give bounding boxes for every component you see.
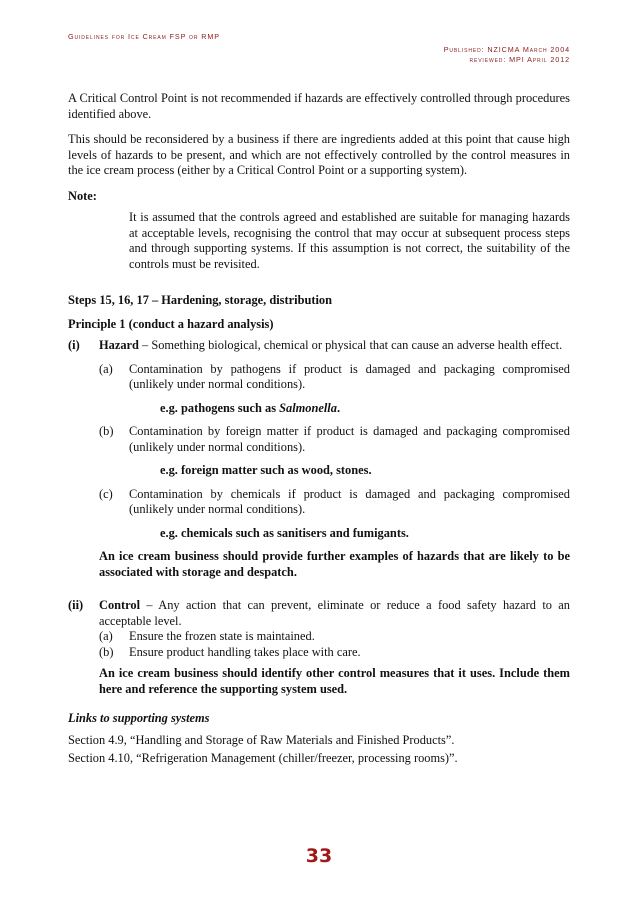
hazard-closing: An ice cream business should provide further examples of hazards that are likely to be associated with storage and despatch. [99,549,570,579]
hazard-item: (c) Contamination by chemicals if product is damaged and packaging compromised (unlikely under normal conditions). [99,486,570,516]
paragraph-reconsider: This should be reconsidered by a business if there are ingredients added at this point that cause high levels of hazards to be present, and which are not effectively controlled by the control measures in the ice cream process (either by a Critical Control Point or a supporting system). [68,132,570,177]
hazard-section [68,338,570,354]
links-heading: Links to supporting systems [68,711,210,725]
steps-heading: Steps 15, 16, 17 – Hardening, storage, distribution [68,293,333,307]
hazard-example: e.g. pathogens such as Salmonella. [160,400,341,415]
note-text: It is assumed that the controls agreed and established are suitable for managing hazards at acceptable levels, recognising the control that may occur at subsequent process steps and through supporting systems. If this assumption is not correct, the suitability of the controls must be revisited. [129,210,570,271]
principle-heading: Principle 1 (conduct a hazard analysis) [68,316,274,331]
control-item: (b) Ensure product handling takes place with care. [99,644,361,659]
hazard-example: e.g. foreign matter such as wood, stones. [160,463,372,477]
link-item: Section 4.9, “Handling and Storage of Raw Materials and Finished Products”. [68,732,455,747]
hazard-definition: Hazard – Something biological, chemical or physical that can cause an adverse health effect. [99,338,563,352]
control-item: (a) Ensure the frozen state is maintained. [99,629,315,643]
page-content [68,91,570,767]
control-definition: Control – Any action that can prevent, eliminate or reduce a food safety hazard to an acceptable level. [99,598,570,628]
hazard-example: e.g. chemicals such as sanitisers and fumigants. [160,525,409,540]
paragraph-ccp-not-recommended: A Critical Control Point is not recommended if hazards are effectively controlled through procedures identified above. [68,91,570,121]
hazard-item-text: Contamination by foreign matter if product is damaged and packaging compromised (unlikely under normal conditions). [129,424,570,454]
hazard-item-text: Contamination by chemicals if product is damaged and packaging compromised (unlikely under normal conditions). [129,486,570,516]
control-closing: An ice cream business should identify other control measures that it uses. Include them here and reference the supporting system used. [99,666,570,696]
running-header-left: Guidelines for Ice Cream FSP or RMP [68,32,220,41]
hazard-number: (i) [68,338,80,352]
hazard-item-text: Contamination by pathogens if product is damaged and packaging compromised (unlikely under normal conditions). [129,361,570,391]
running-header-reviewed: reviewed: MPI April 2012 [469,55,570,64]
note-heading: Note: [68,188,97,203]
running-header-published: Published: NZICMA March 2004 [443,45,570,54]
control-section [68,598,570,629]
hazard-item: (b) Contamination by foreign matter if product is damaged and packaging compromised (unlikely under normal conditions). [99,424,570,454]
page-number: 33 [305,845,333,867]
control-number: (ii) [68,598,84,612]
link-item: Section 4.10, “Refrigeration Management (chiller/freezer, processing rooms)”. [68,751,458,765]
hazard-item: (a) Contamination by pathogens if product is damaged and packaging compromised (unlikely under normal conditions). [99,361,570,391]
